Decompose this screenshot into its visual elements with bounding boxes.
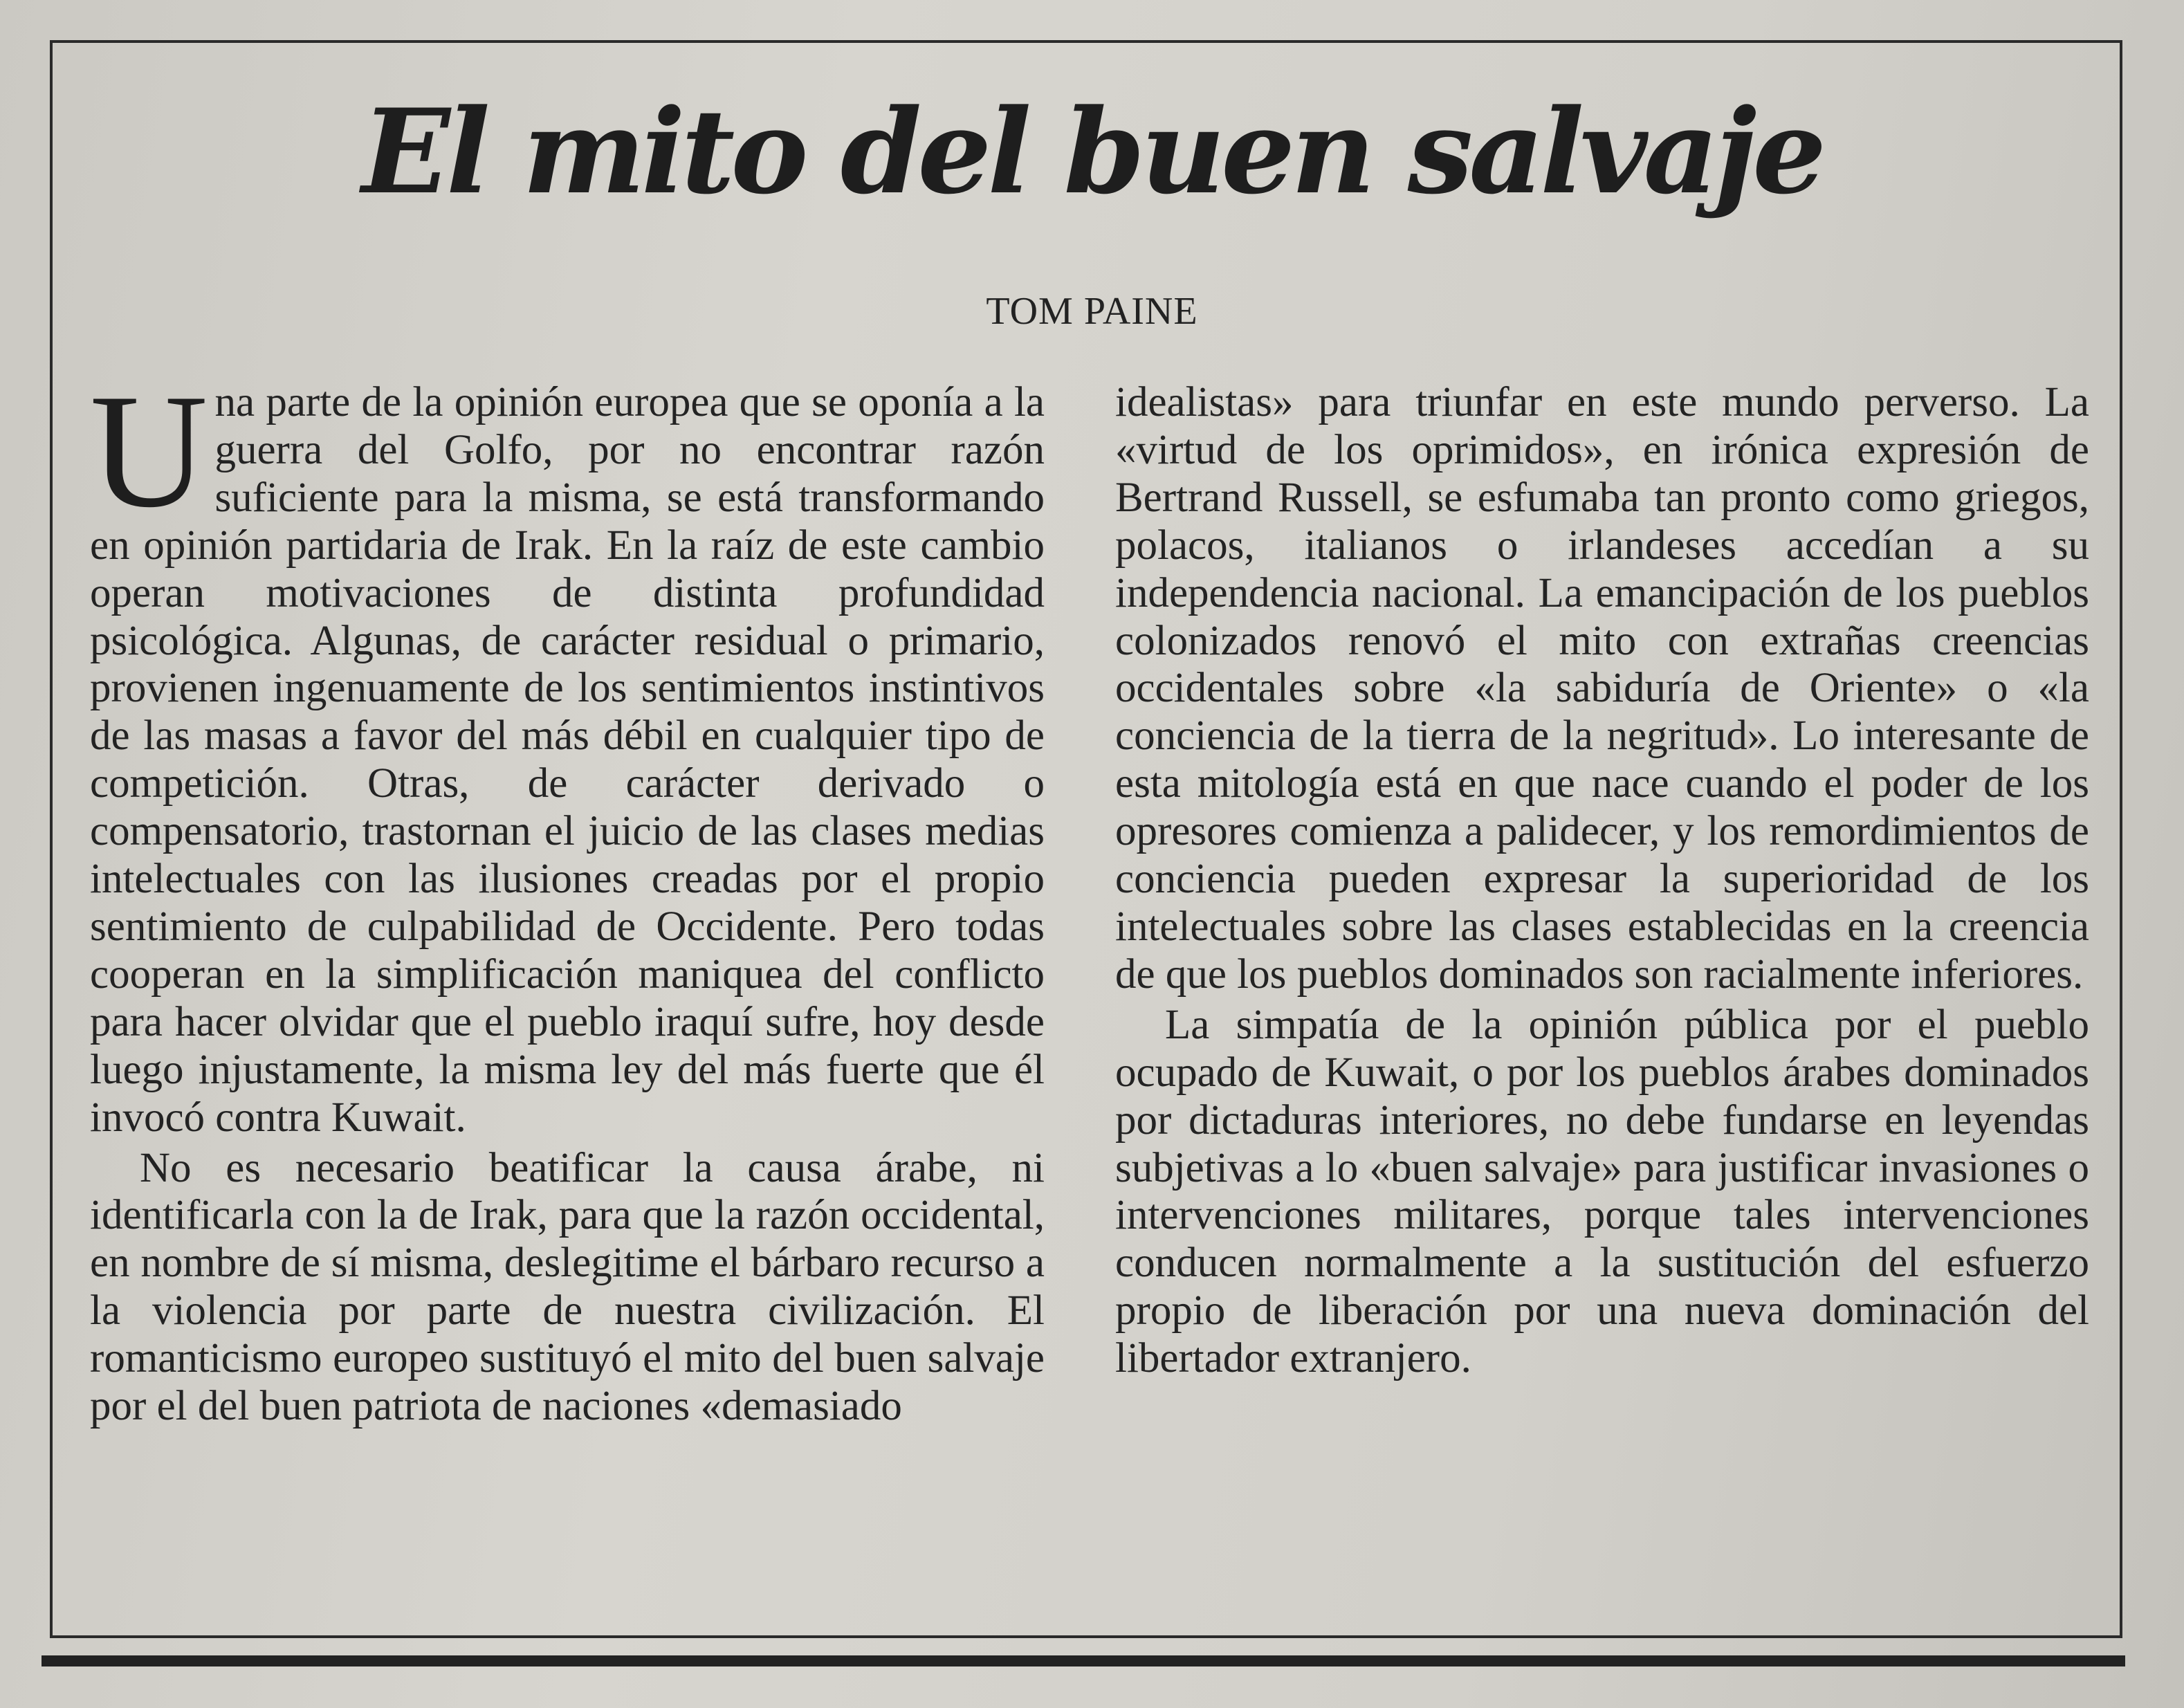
drop-cap: U	[90, 361, 208, 542]
article-title: El mito del buen salvaje	[361, 83, 1823, 220]
article-paragraph: No es necesario beatificar la causa árabe, ni identificarla con la de Irak, para que la razón occidental, en nombre de sí misma, deslegitime el bárbaro recurso a la violencia por parte de nuestra civilización. El romanticismo europeo sustituyó el mito del buen salvaje por el del buen patriota de naciones «demasiado	[90, 1144, 1045, 1430]
bottom-rule	[42, 1655, 2125, 1666]
article-author: TOM PAINE	[986, 290, 1198, 333]
paragraph-text: na parte de la opinión europea que se oponía a la guerra del Golfo, por no encontrar razón suficiente para la misma, se está transformando en opinión partidaria de Irak. En la raíz de este cambio operan motivaciones de distinta profundidad psicológica. Algunas, de carácter residual o primario, provienen ingenuamente de los sentimientos instintivos de las masas a favor del más débil en cualquier tipo de competición. Otras, de carácter derivado o compensatorio, trastornan el juicio de las clases medias intelectuales con las ilusiones creadas por el propio sentimiento de culpabilidad de Occidente. Pero todas cooperan en la simplificación maniquea del conflicto para hacer olvidar que el pueblo iraquí sufre, hoy desde luego injustamente, la misma ley del más fuerte que él invocó contra Kuwait.	[90, 379, 1045, 1141]
article-paragraph	[90, 361, 1045, 1142]
article-paragraph: idealistas» para triunfar en este mundo perverso. La «virtud de los oprimidos», en irónica expresión de Bertrand Russell, se esfumaba tan pronto como griegos, polacos, italianos o irlandeses accedían a su independencia nacional. La emancipación de los pueblos colonizados renovó el mito con extrañas creencias occidentales sobre «la sabiduría de Oriente» o «la conciencia de la tierra de la negritud». Lo interesante de esta mitología está en que nace cuando el poder de los opresores comienza a palidecer, y los remordimientos de conciencia pueden expresar la superioridad de los intelectuales sobre las clases establecidas en la creencia de que los pueblos dominados son racialmente inferiores.	[1115, 379, 2089, 998]
article-column-right	[1115, 379, 2089, 1383]
article-paragraph: La simpatía de la opinión pública por el pueblo ocupado de Kuwait, o por los pueblos árabes dominados por dictaduras interiores, no debe fundarse en leyendas subjetivas a lo «buen salvaje» para justificar invasiones o intervenciones militares, porque tales intervenciones conducen normalmente a la sustitución del esfuerzo propio de liberación por una nueva dominación del libertador extranjero.	[1115, 1001, 2089, 1382]
article-column-left	[90, 361, 1045, 1431]
